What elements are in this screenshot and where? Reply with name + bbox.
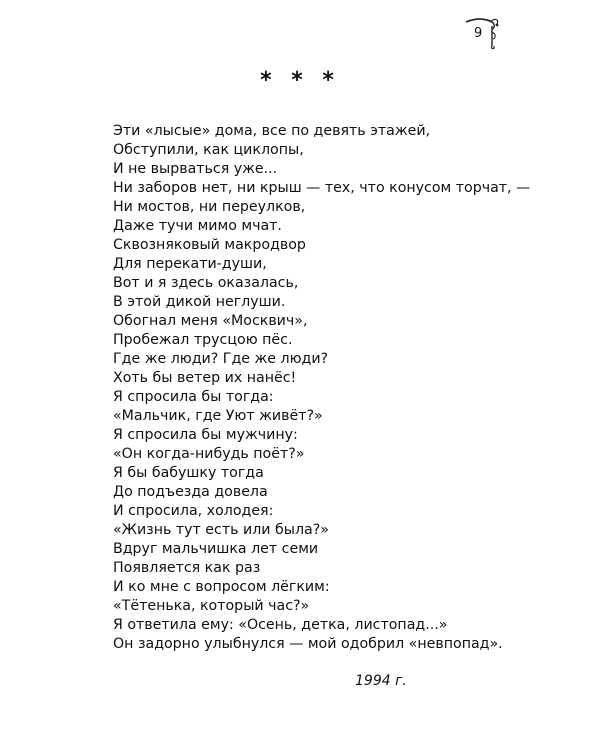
poem-line: Появляется как раз (113, 560, 261, 576)
poem-line: Обогнал меня «Москвич», (113, 313, 308, 329)
poem-line: Ни мостов, ни переулков, (113, 199, 306, 215)
poem-line: В этой дикой неглуши. (113, 294, 286, 310)
poem-line: Обступили, как циклопы, (113, 142, 304, 158)
poem-text (113, 122, 533, 654)
poem-line: Я бы бабушку тогда (113, 465, 264, 481)
poem-line: И не вырваться уже... (113, 161, 278, 177)
poem-line: Я ответила ему: «Осень, детка, листопад...» (113, 617, 448, 633)
poem-line: Он задорно улыбнулся — мой одобрил «невпопад». (113, 636, 503, 652)
poem-line: Я спросила бы мужчину: (113, 427, 298, 443)
poem-line: Эти «лысые» дома, все по девять этажей, (113, 123, 431, 139)
poem-line: Для перекати-души, (113, 256, 267, 272)
page-number: 9 (474, 26, 483, 41)
poem-line: Вот и я здесь оказалась, (113, 275, 299, 291)
poem-line: Вдруг мальчишка лет семи (113, 541, 319, 557)
poem-line: И спросила, холодея: (113, 503, 274, 519)
section-separator: * * * (260, 68, 340, 93)
poem-line: «Тётенька, который час?» (113, 598, 310, 614)
poem-line: До подъезда довела (113, 484, 268, 500)
page-header (462, 16, 502, 52)
poem-line: Я спросила бы тогда: (113, 389, 274, 405)
poem-date: 1994 г. (355, 673, 407, 689)
poem-line: И ко мне с вопросом лёгким: (113, 579, 330, 595)
poem-line: Сквозняковый макродвор (113, 237, 306, 253)
poem-line: Хоть бы ветер их нанёс! (113, 370, 297, 386)
poem-line: Пробежал трусцою пёс. (113, 332, 293, 348)
poem-line: Где же люди? Где же люди? (113, 351, 329, 367)
poem-line: Ни заборов нет, ни крыш — тех, что конусом торчат, — (113, 180, 531, 196)
poem-line: «Он когда-нибудь поёт?» (113, 446, 305, 462)
poem-line: Даже тучи мимо мчат. (113, 218, 282, 234)
poem-line: «Жизнь тут есть или была?» (113, 522, 329, 538)
poem-line: «Мальчик, где Уют живёт?» (113, 408, 323, 424)
